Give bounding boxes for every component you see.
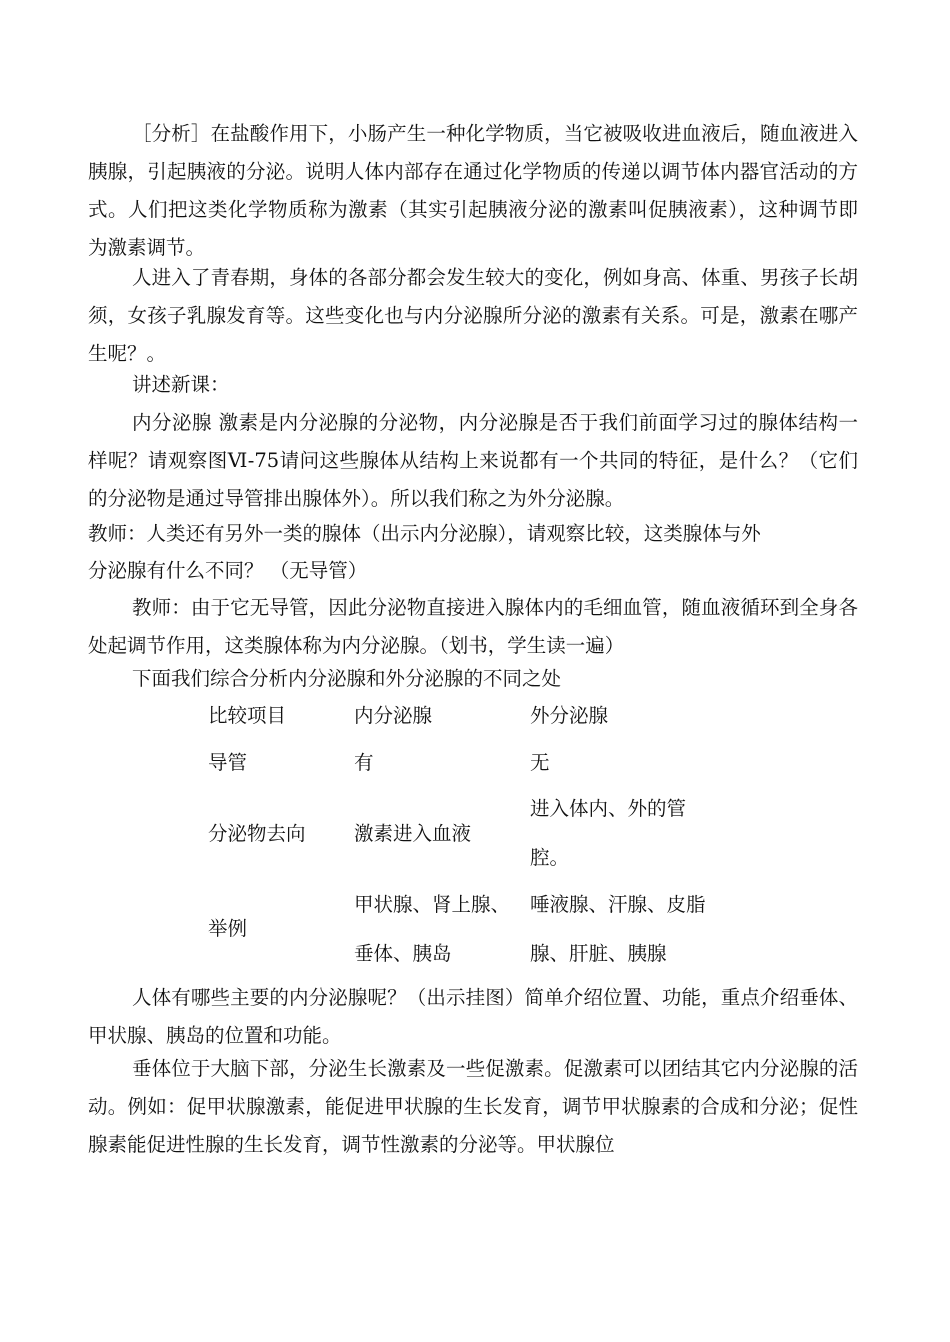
table-row-duct-label: 导管 [208, 751, 248, 774]
table-row-example-exocrine-line1: 唾液腺、汗腺、皮脂 [530, 893, 706, 916]
paragraph-comparison-intro: 下面我们综合分析内分泌腺和外分泌腺的不同之处 [132, 667, 562, 690]
table-row-secretion-exocrine-line1: 进入体内、外的管 [530, 797, 687, 820]
paragraph-teacher-question-line2: 分泌腺有什么不同？ （无导管） [88, 559, 368, 582]
table-row-duct-exocrine: 无 [530, 751, 550, 774]
paragraph-teacher-question-line1: 教师：人类还有另外一类的腺体（出示内分泌腺），请观察比较，这类腺体与外 [88, 522, 761, 545]
paragraph-teacher-explanation: 教师：由于它无导管，因此分泌物直接进入腺体内的毛细血管，随血液循环到全身各处起调节作用，这类腺体称为内分泌腺。（划书，学生读一遍） [88, 596, 858, 657]
table-row-secretion-label: 分泌物去向 [208, 822, 306, 845]
table-row-example-label: 举例 [208, 917, 248, 940]
table-header-exocrine: 外分泌腺 [530, 704, 609, 727]
paragraph-pituitary: 垂体位于大脑下部，分泌生长激素及一些促激素。促激素可以团结其它内分泌腺的活动。例如：促甲状腺激素，能促进甲状腺的生长发育，调节甲状腺素的合成和分泌；促性腺素能促进性腺的生长发育，调节性激素的分泌等。甲状腺位 [88, 1057, 858, 1156]
paragraph-new-lesson: 讲述新课： [132, 373, 230, 396]
paragraph-endocrine-intro: 内分泌腺 激素是内分泌腺的分泌物，内分泌腺是否于我们前面学习过的腺体结构一样呢？请观察图Ⅵ-75请问这些腺体从结构上来说都有一个共同的特征，是什么？（它们的分泌物是通过导管排出腺体外）。所以我们称之为外分泌腺。 [88, 411, 858, 510]
table-row-secretion-exocrine-line2: 腔。 [530, 846, 570, 869]
table-row-secretion-endocrine: 激素进入血液 [354, 822, 472, 845]
table-row-example-exocrine-line2: 腺、肝脏、胰腺 [530, 942, 667, 965]
paragraph-main-glands: 人体有哪些主要的内分泌腺呢？（出示挂图）简单介绍位置、功能，重点介绍垂体、甲状腺、胰岛的位置和功能。 [88, 986, 858, 1047]
paragraph-puberty: 人进入了青春期，身体的各部分都会发生较大的变化，例如身高、体重、男孩子长胡须，女孩子乳腺发育等。这些变化也与内分泌腺所分泌的激素有关系。可是，激素在哪产生呢？。 [88, 266, 858, 365]
table-row-example-endocrine-line2: 垂体、胰岛 [354, 942, 452, 965]
table-row-duct-endocrine: 有 [354, 751, 374, 774]
table-row-example-endocrine-line1: 甲状腺、肾上腺、 [354, 893, 511, 916]
paragraph-analysis: ［分析］在盐酸作用下，小肠产生一种化学物质，当它被吸收进血液后，随血液进入胰腺，引起胰液的分泌。说明人体内部存在通过化学物质的传递以调节体内器官活动的方式。人们把这类化学物质称为激素（其实引起胰液分泌的激素叫促胰液素），这种调节即为激素调节。 [88, 122, 858, 259]
table-header-item: 比较项目 [208, 704, 287, 727]
table-header-endocrine: 内分泌腺 [354, 704, 433, 727]
